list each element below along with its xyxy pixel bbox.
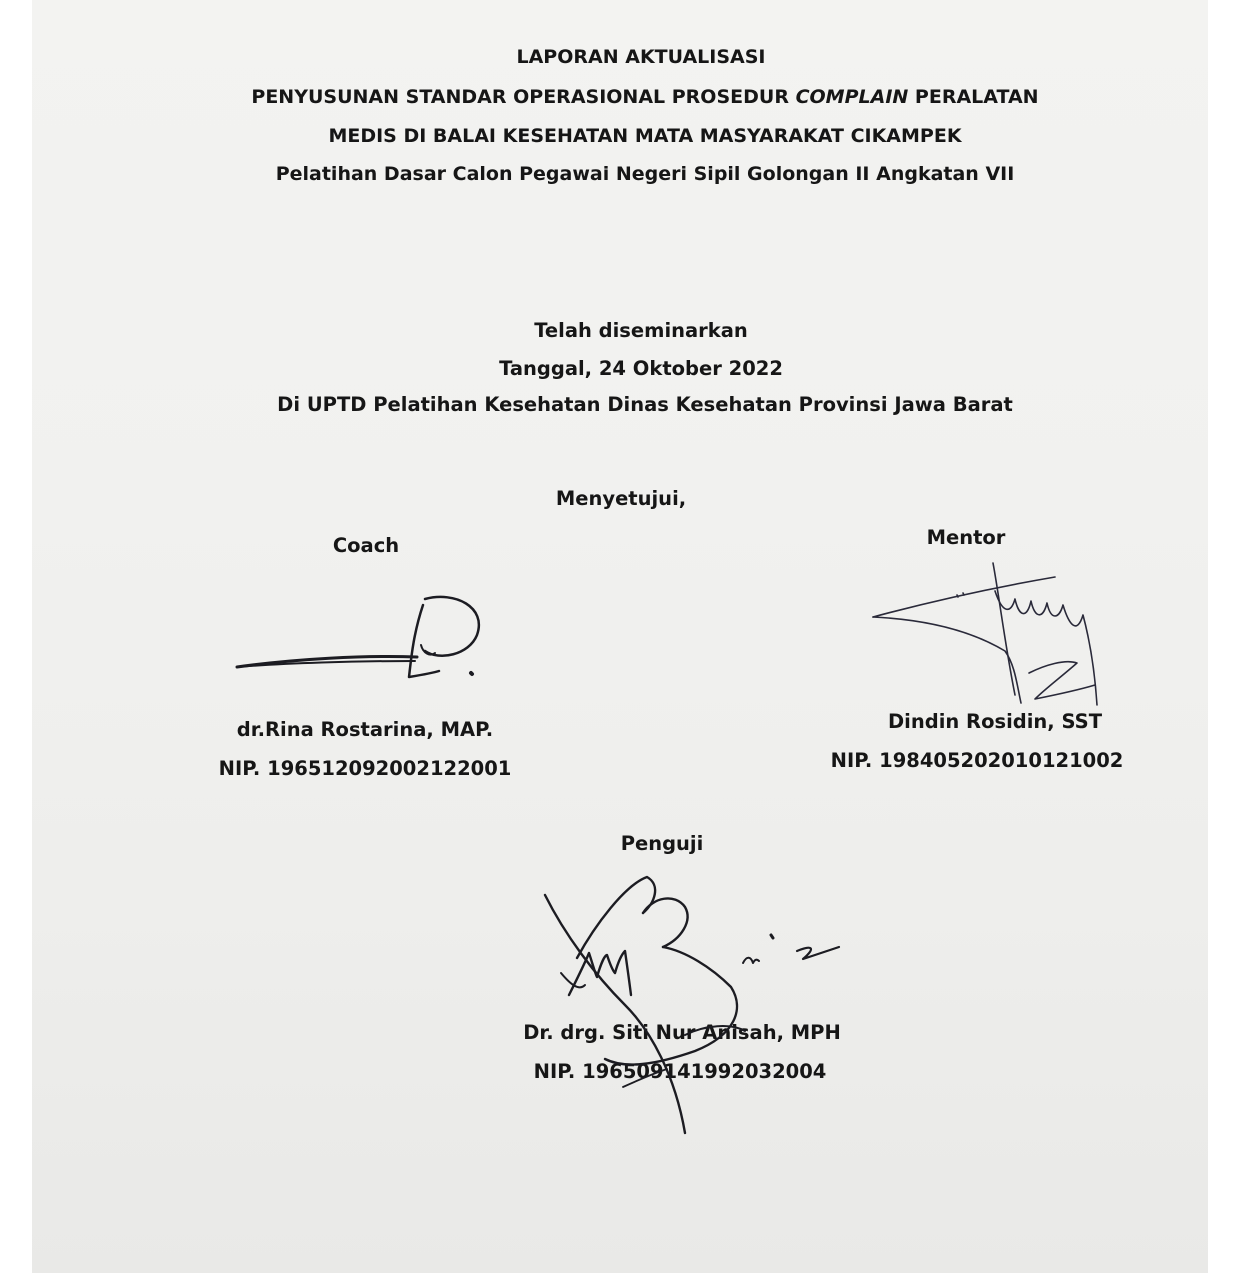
report-title: LAPORAN AKTUALISASI <box>516 46 766 68</box>
mentor-signature <box>865 555 1115 715</box>
seminar-status: Telah diseminarkan <box>534 319 748 342</box>
examiner-name: Dr. drg. Siti Nur Anisah, MPH <box>523 1021 841 1044</box>
approval-label: Menyetujui, <box>555 487 687 510</box>
coach-signature <box>225 585 495 695</box>
report-subtitle-line1 <box>251 86 1038 108</box>
seminar-location: Di UPTD Pelatihan Kesehatan Dinas Kesehatan Provinsi Jawa Barat <box>277 393 1013 416</box>
mentor-nip: NIP. 198405202010121002 <box>830 749 1124 772</box>
subtitle-text-after: PERALATAN <box>908 86 1039 108</box>
mentor-name: Dindin Rosidin, SST <box>887 710 1103 733</box>
report-subtitle-line2: MEDIS DI BALAI KESEHATAN MATA MASYARAKAT CIKAMPEK <box>328 125 962 147</box>
subtitle-italic-word: COMPLAIN <box>795 86 909 108</box>
examiner-role: Penguji <box>620 832 704 855</box>
subtitle-text-before: PENYUSUNAN STANDAR OPERASIONAL PROSEDUR <box>251 86 796 108</box>
training-name: Pelatihan Dasar Calon Pegawai Negeri Sipil Golongan II Angkatan VII <box>275 163 1015 185</box>
seminar-date: Tanggal, 24 Oktober 2022 <box>499 357 783 380</box>
examiner-nip: NIP. 196509141992032004 <box>533 1060 827 1083</box>
mentor-role: Mentor <box>926 526 1006 549</box>
examiner-signature <box>535 855 855 1140</box>
coach-name: dr.Rina Rostarina, MAP. <box>236 718 494 741</box>
coach-role: Coach <box>332 534 400 557</box>
coach-nip: NIP. 196512092002122001 <box>218 757 512 780</box>
